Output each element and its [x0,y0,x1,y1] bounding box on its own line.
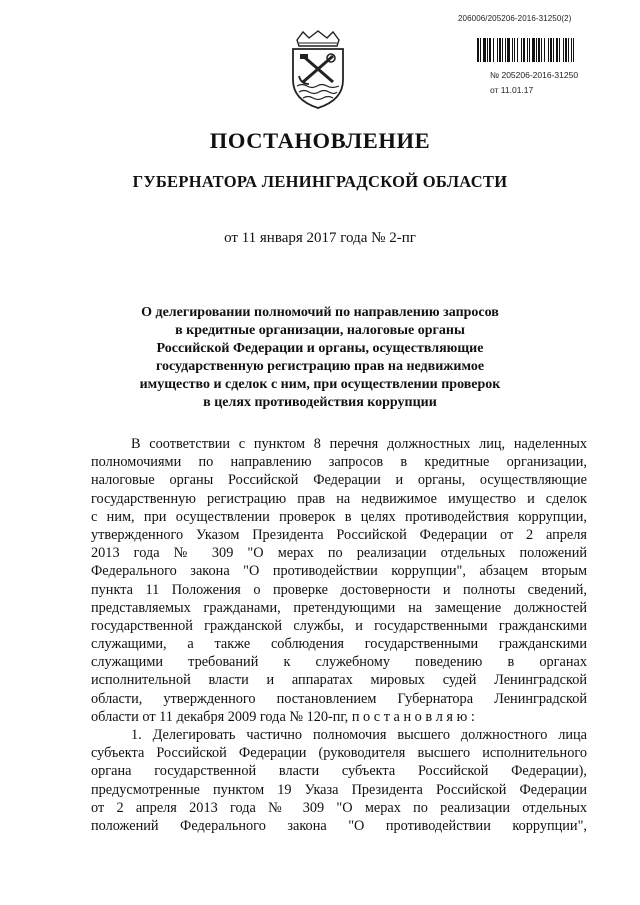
document-body [91,435,587,835]
body-line: предусмотренные пунктом 19 Указа Президента Российской Федерации [91,781,587,798]
heading-line: государственную регистрацию прав на недвижимое [155,359,485,374]
body-line: представляемых гражданами, претендующими на замещение должностей [91,599,587,616]
body-line: положений Федерального закона "О противодействии коррупции", [91,817,587,834]
document-date-number: от 11 января 2017 года № 2-пг [224,230,416,246]
body-line: области от 11 декабря 2009 года № 120-пг, п о с т а н о в л я ю : [91,708,475,725]
registration-date: от 11.01.17 [490,85,534,95]
heading-line: О делегировании полномочий по направлению запросов [141,305,499,320]
body-line: пункта 11 Положения о проверке достоверности и полноты сведений, [91,581,587,598]
body-line: В соответствии с пунктом 8 перечня должностных лиц, наделенных [131,436,587,452]
document-subtitle: ГУБЕРНАТОРА ЛЕНИНГРАДСКОЙ ОБЛАСТИ [132,172,508,191]
body-line: утвержденного Указом Президента Российской Федерации от 2 апреля [91,526,587,543]
body-line: служащими требований к служебному поведению в органах [91,654,587,671]
body-line: полномочиями по направлению запросов в кредитные организации, [91,454,587,471]
body-line: субъекта Российской Федерации (руководителя высшего исполнительного [91,745,587,762]
heading-line: в целях противодействия коррупции [203,395,437,410]
body-line: налоговые органы Российской Федерации и органы, осуществляющие [91,472,587,489]
body-line: 1. Делегировать частично полномочия высшего должностного лица [131,727,587,743]
body-line: с ним, при осуществлении проверок в целях противодействия коррупции, [91,508,587,525]
body-line: от 2 апреля 2013 года № 309 "О мерах по реализации отдельных [91,799,587,816]
registration-number: № 205206-2016-31250 [490,70,579,80]
body-line: исполнительной власти и аппаратах мировых судей Ленинградской [91,672,587,689]
heading-line: имущество и сделок с ним, при осуществлении проверок [139,377,501,392]
body-line: 2013 года № 309 "О мерах по реализации отдельных положений [91,545,587,562]
coat-of-arms-icon [283,30,353,110]
body-line: органа государственной власти субъекта Российской Федерации), [91,763,587,780]
document-id: 206006/205206-2016-31250(2) [458,14,572,23]
barcode [477,38,609,62]
document-title: ПОСТАНОВЛЕНИЕ [209,128,431,153]
document-heading [120,304,520,412]
body-line: служащими, а также соблюдения государственными гражданскими [91,636,587,653]
body-line: области, утвержденного постановлением Губернатора Ленинградской [91,690,587,707]
heading-line: Российской Федерации и органы, осуществляющие [156,341,484,356]
body-line: Федерального закона "О противодействии коррупции", абзацем вторым [91,563,587,580]
heading-line: в кредитные организации, налоговые органы [175,323,465,338]
body-line: государственной гражданской службы, и государственными гражданскими [91,617,587,634]
body-line: государственную регистрацию прав на недвижимое имущество и сделок [91,490,587,507]
